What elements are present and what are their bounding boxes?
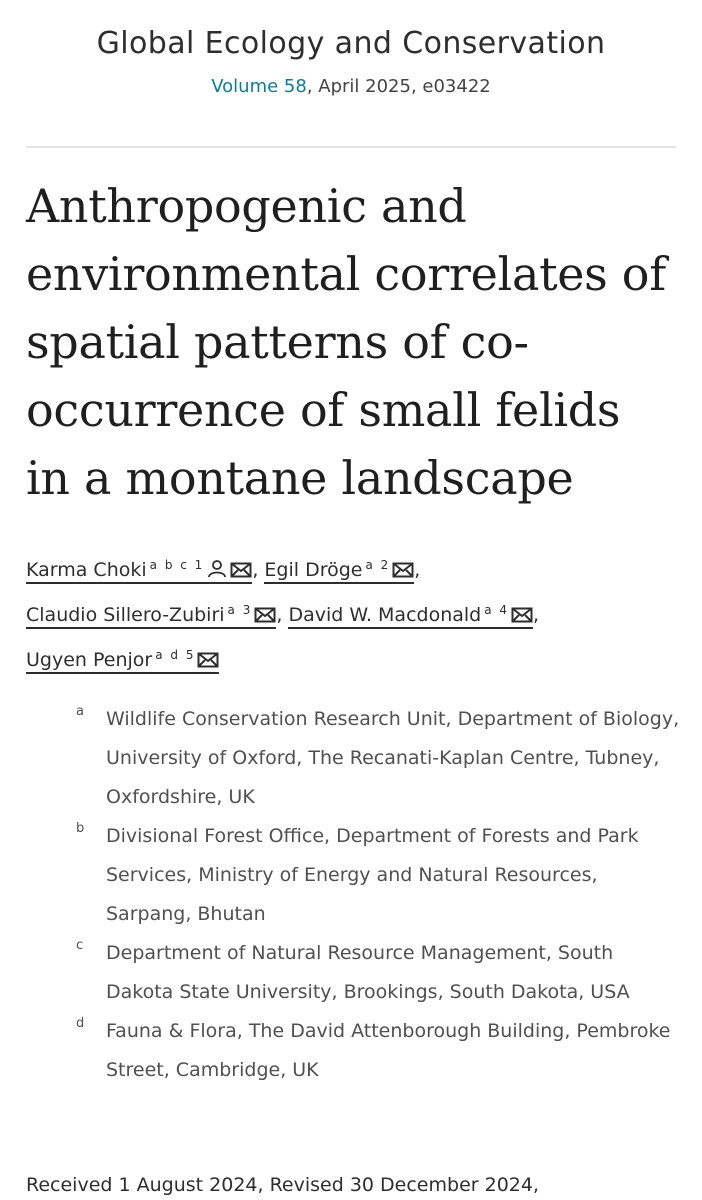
author-name: Claudio Sillero-Zubiri [26, 604, 225, 626]
affiliation-text: Department of Natural Resource Management, South Dakota State University, Brookings, South Dakota, USA [106, 942, 630, 1003]
envelope-icon [197, 643, 219, 681]
article-history: Received 1 August 2024, Revised 30 December 2024, [26, 1174, 539, 1196]
author-ugyen-penjor[interactable] [26, 649, 219, 674]
author-affiliation-refs: a b c 1 [149, 558, 205, 572]
author-affiliation-refs: a 2 [365, 558, 391, 572]
author-name: Karma Choki [26, 559, 147, 581]
author-claudio-sillero-zubiri[interactable] [26, 604, 276, 629]
journal-name[interactable]: Global Ecology and Conservation [96, 26, 606, 61]
author-affiliation-refs: a 3 [227, 603, 253, 617]
author-list [26, 546, 686, 681]
envelope-icon [392, 553, 414, 591]
envelope-icon [230, 553, 252, 591]
issue-details: , April 2025, e03422 [306, 76, 491, 97]
author-name: David W. Macdonald [288, 604, 482, 626]
affiliation-item [76, 1012, 686, 1090]
affiliation-text: Wildlife Conservation Research Unit, Department of Biology, University of Oxford, The Recanati-Kaplan Centre, Tubney, Oxfordshire, UK [106, 708, 680, 808]
author-name: Ugyen Penjor [26, 649, 153, 671]
author-affiliation-refs: a 4 [484, 603, 510, 617]
affiliation-text: Divisional Forest Office, Department of Forests and Park Services, Ministry of Energy and Natural Resources, Sarpang, Bhutan [106, 825, 639, 925]
person-icon [206, 553, 228, 591]
author-david-w-macdonald[interactable] [288, 604, 533, 629]
volume-link[interactable]: Volume 58 [211, 76, 307, 97]
author-separator: , [276, 604, 283, 626]
author-egil-droge[interactable] [264, 559, 414, 584]
affiliation-item [76, 934, 686, 1012]
envelope-icon [511, 598, 533, 636]
affiliation-label: b [76, 821, 85, 836]
author-separator: , [252, 559, 259, 581]
affiliation-list [76, 700, 686, 1090]
author-separator: , [414, 559, 421, 581]
divider [26, 146, 676, 148]
article-title: Anthropogenic and environmental correlates of spatial patterns of co-occurrence of small felids in a montane landscape [26, 179, 666, 505]
affiliation-label: c [76, 938, 84, 953]
author-karma-choki[interactable] [26, 559, 252, 584]
issue-info [0, 76, 702, 97]
affiliation-item [76, 700, 686, 817]
affiliation-text: Fauna & Flora, The David Attenborough Building, Pembroke Street, Cambridge, UK [106, 1020, 671, 1081]
affiliation-label: a [76, 704, 84, 719]
author-separator: , [533, 604, 540, 626]
envelope-icon [254, 598, 276, 636]
affiliation-label: d [76, 1016, 85, 1031]
affiliation-item [76, 817, 686, 934]
author-name: Egil Dröge [264, 559, 363, 581]
author-affiliation-refs: a d 5 [155, 648, 196, 662]
